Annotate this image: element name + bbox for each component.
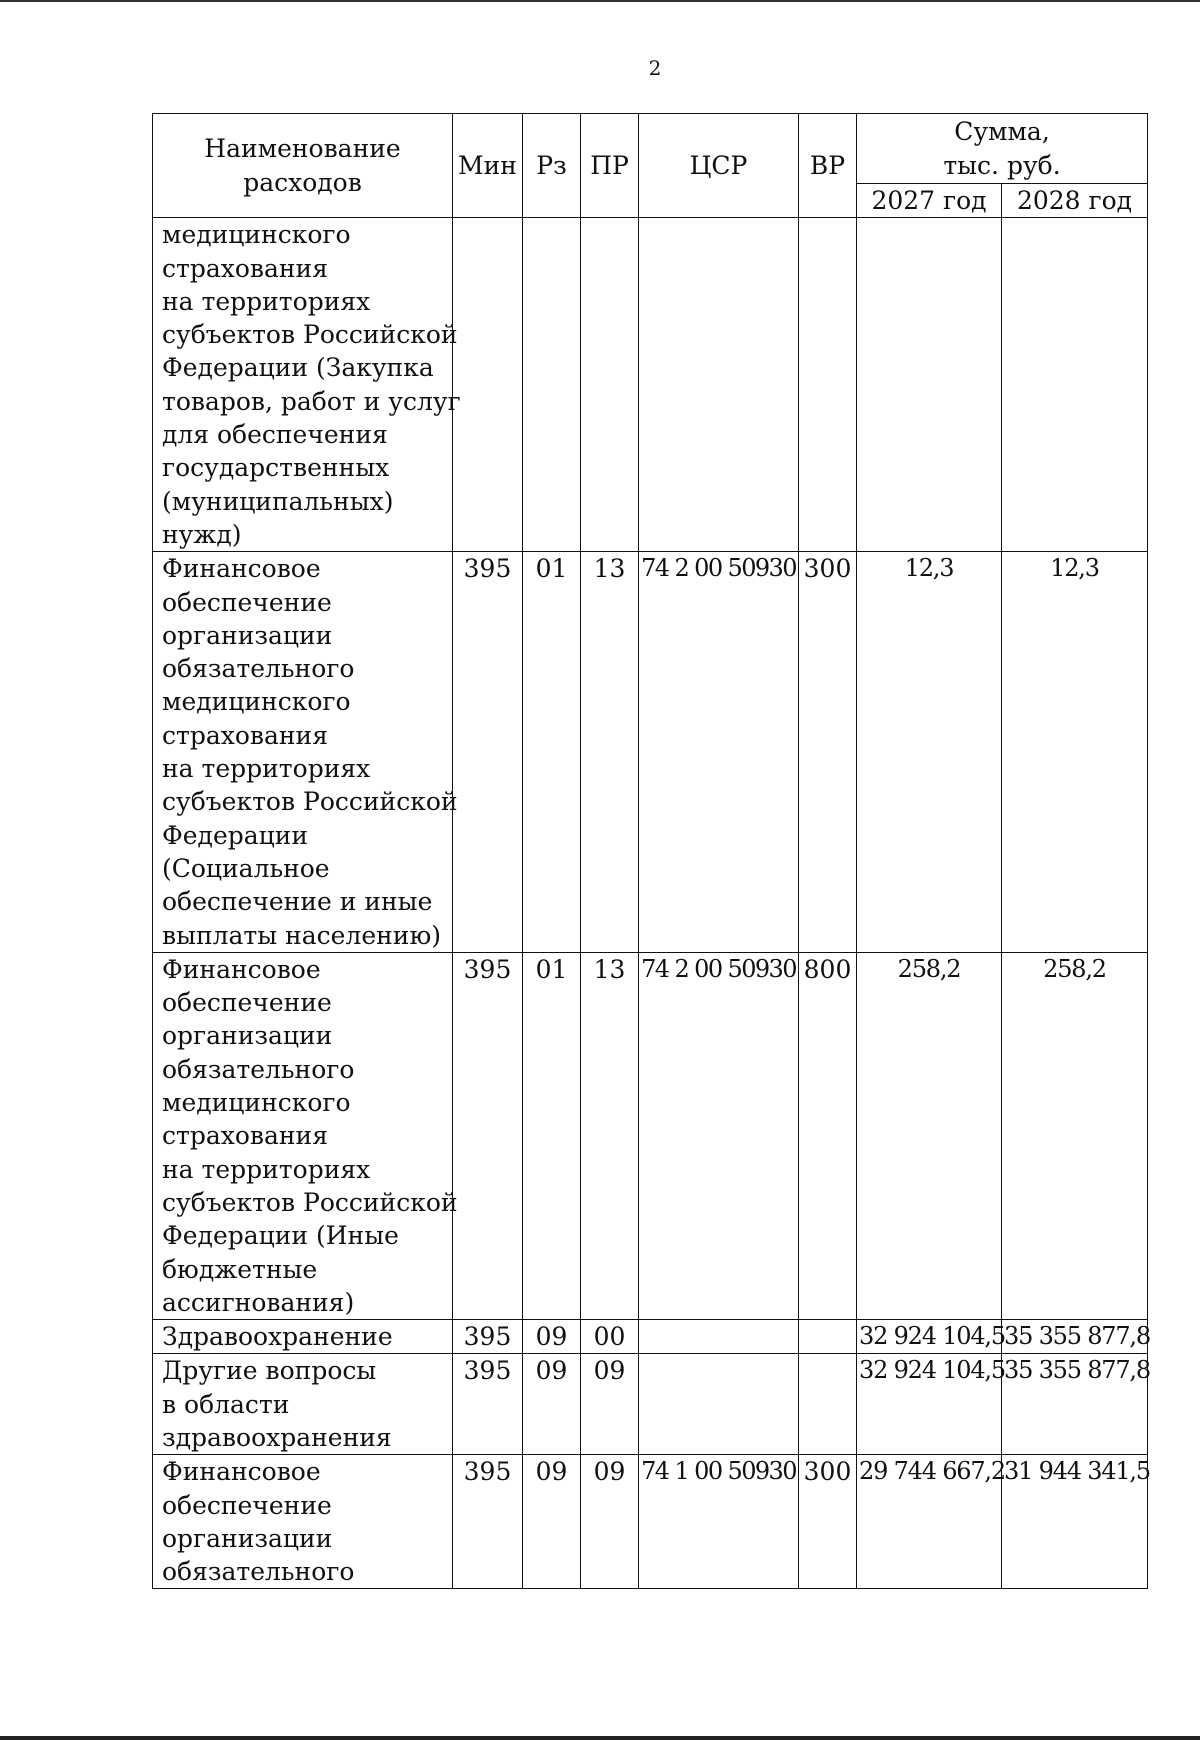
- cell-expense-name: [153, 952, 458, 1319]
- table-row: [153, 1354, 1148, 1455]
- expense-name-line: на территориях: [162, 286, 371, 316]
- cell-csr: 74 2 00 50930: [639, 952, 799, 1319]
- header-vr: ВР: [799, 114, 857, 218]
- cell-pr: [581, 218, 639, 552]
- cell-vr: [799, 218, 857, 552]
- cell-2028: [1002, 218, 1148, 552]
- header-pr: ПР: [581, 114, 639, 218]
- header-year-2027: 2027 год: [857, 184, 1002, 218]
- expense-name-line: организации: [162, 1523, 333, 1553]
- cell-min: 395: [453, 1354, 523, 1455]
- cell-rz: 09: [523, 1320, 581, 1354]
- cell-rz: 09: [523, 1455, 581, 1589]
- cell-2027: [857, 218, 1002, 552]
- cell-rz: 01: [523, 952, 581, 1319]
- cell-pr: 13: [581, 552, 639, 953]
- header-csr: ЦСР: [639, 114, 799, 218]
- cell-2027: 258,2: [857, 952, 1002, 1319]
- expense-name-line: Федерации (Иные: [162, 1221, 399, 1251]
- expense-name-line: обеспечение: [162, 1490, 332, 1520]
- expense-name-line: Финансовое: [162, 954, 321, 984]
- cell-csr: [639, 1320, 799, 1354]
- expense-name-line: Здравоохранение: [162, 1322, 393, 1352]
- cell-2027: 32 924 104,5: [857, 1354, 1002, 1455]
- cell-expense-name: [153, 552, 458, 953]
- cell-vr: [799, 1354, 857, 1455]
- cell-2028: 35 355 877,8: [1002, 1354, 1148, 1455]
- cell-min: 395: [453, 1320, 523, 1354]
- cell-min: [453, 218, 523, 552]
- expense-name-line: субъектов Российской: [162, 787, 458, 817]
- expense-name-line: обеспечение и иные: [162, 887, 433, 917]
- cell-vr: 300: [799, 552, 857, 953]
- cell-pr: 13: [581, 952, 639, 1319]
- expense-name-line: для обеспечения: [162, 420, 388, 450]
- expense-name-line: Финансовое: [162, 1457, 321, 1487]
- cell-2028: 31 944 341,5: [1002, 1455, 1148, 1589]
- expense-name-line: Федерации: [162, 820, 309, 850]
- expense-name-line: (муниципальных): [162, 486, 394, 516]
- header-name: Наименование расходов: [153, 114, 453, 218]
- expense-name-line: обеспечение: [162, 587, 332, 617]
- expense-name-line: страхования: [162, 1121, 328, 1151]
- table-row: [153, 952, 1148, 1319]
- cell-expense-name: [153, 1320, 453, 1354]
- expense-name-line: в области: [162, 1389, 290, 1419]
- cell-expense-name: [153, 218, 461, 552]
- expense-name-line: бюджетные: [162, 1254, 318, 1284]
- expense-name-line: медицинского: [162, 220, 351, 250]
- expense-name-line: субъектов Российской: [162, 320, 458, 350]
- expense-name-line: обязательного: [162, 1557, 355, 1587]
- table-row: [153, 218, 1148, 552]
- expense-name-line: страхования: [162, 720, 328, 750]
- expense-name-line: обязательного: [162, 1054, 355, 1084]
- expense-name-line: организации: [162, 1021, 333, 1051]
- cell-min: 395: [453, 552, 523, 953]
- header-sum: Сумма, тыс. руб.: [857, 114, 1148, 184]
- cell-2027: 29 744 667,2: [857, 1455, 1002, 1589]
- expense-name-line: на территориях: [162, 754, 371, 784]
- table-body: [153, 218, 1148, 1589]
- cell-expense-name: [153, 1455, 453, 1589]
- page-top-edge: [0, 0, 1200, 2]
- cell-rz: 01: [523, 552, 581, 953]
- expense-name-line: обязательного: [162, 654, 355, 684]
- page-number: 2: [648, 56, 662, 80]
- cell-vr: 800: [799, 952, 857, 1319]
- expense-name-line: обеспечение: [162, 988, 332, 1018]
- expense-name-line: Федерации (Закупка: [162, 353, 434, 383]
- expense-name-line: государственных: [162, 453, 390, 483]
- cell-rz: 09: [523, 1354, 581, 1455]
- header-min: Мин: [453, 114, 523, 218]
- cell-pr: 09: [581, 1354, 639, 1455]
- cell-csr: [639, 218, 799, 552]
- expense-name-line: страхования: [162, 253, 328, 283]
- expense-name-line: выплаты населению): [162, 920, 441, 950]
- expense-name-line: организации: [162, 620, 333, 650]
- expense-name-line: медицинского: [162, 687, 351, 717]
- header-year-2028: 2028 год: [1002, 184, 1148, 218]
- expense-name-line: на территориях: [162, 1154, 371, 1184]
- cell-vr: [799, 1320, 857, 1354]
- cell-min: 395: [453, 952, 523, 1319]
- expenditure-table: [152, 113, 1148, 1589]
- table-row: [153, 552, 1148, 953]
- cell-csr: 74 2 00 50930: [639, 552, 799, 953]
- expense-name-line: товаров, работ и услуг: [162, 386, 461, 416]
- cell-pr: 09: [581, 1455, 639, 1589]
- cell-2028: 35 355 877,8: [1002, 1320, 1148, 1354]
- expense-name-line: медицинского: [162, 1088, 351, 1118]
- page-bottom-edge: [0, 1736, 1200, 1740]
- cell-expense-name: [153, 1354, 453, 1455]
- expense-name-line: здравоохранения: [162, 1422, 392, 1452]
- cell-2028: 12,3: [1002, 552, 1148, 953]
- cell-min: 395: [453, 1455, 523, 1589]
- cell-pr: 00: [581, 1320, 639, 1354]
- expense-name-line: ассигнования): [162, 1287, 355, 1317]
- cell-vr: 300: [799, 1455, 857, 1589]
- table-header: [153, 114, 1148, 218]
- table-row: [153, 1455, 1148, 1589]
- cell-rz: [523, 218, 581, 552]
- header-rz: Рз: [523, 114, 581, 218]
- cell-csr: [639, 1354, 799, 1455]
- cell-2028: 258,2: [1002, 952, 1148, 1319]
- cell-csr: 74 1 00 50930: [639, 1455, 799, 1589]
- cell-2027: 32 924 104,5: [857, 1320, 1002, 1354]
- table-row: [153, 1320, 1148, 1354]
- expense-name-line: (Социальное: [162, 853, 330, 883]
- expense-name-line: Финансовое: [162, 554, 321, 584]
- expense-name-line: Другие вопросы: [162, 1356, 377, 1386]
- expense-name-line: нужд): [162, 519, 242, 549]
- cell-2027: 12,3: [857, 552, 1002, 953]
- expense-name-line: субъектов Российской: [162, 1187, 458, 1217]
